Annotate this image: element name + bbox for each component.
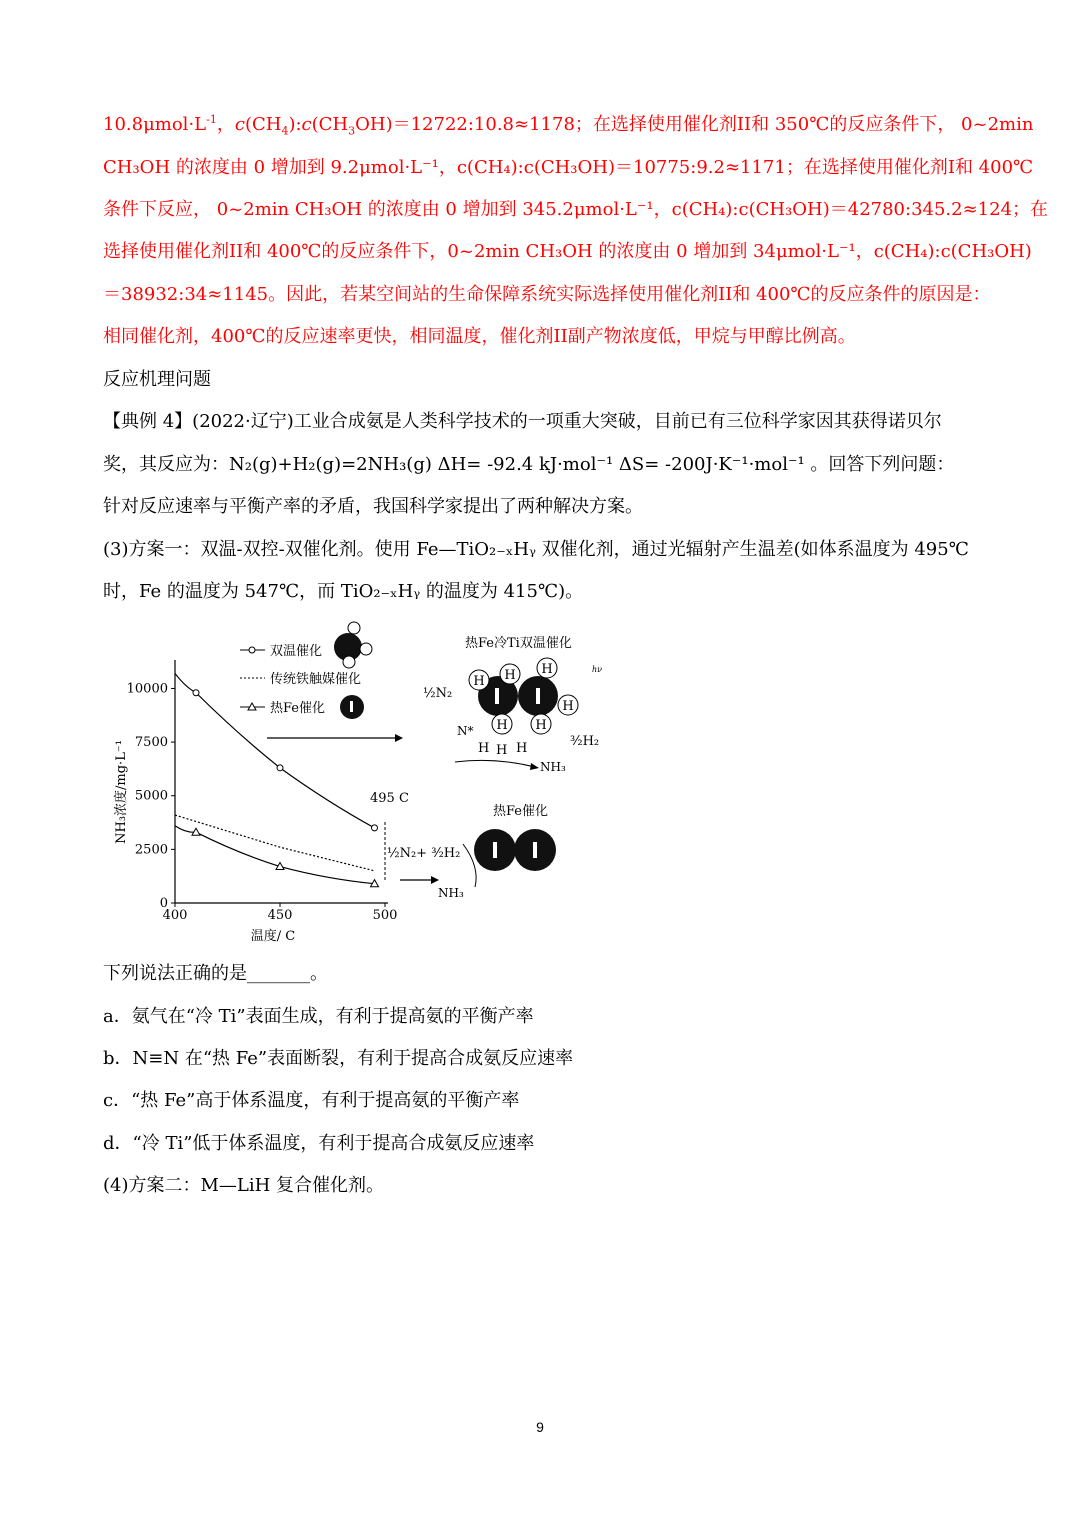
y-axis-label: NH₃浓度/mg·L⁻¹ (114, 740, 129, 844)
x-tick-label: 450 (267, 908, 293, 923)
option-d: d．“冷 Ti”低于体系温度，有利于提高合成氨反应速率 (103, 1133, 535, 1154)
hv-label: hν (592, 665, 603, 674)
h-atom-label: H (504, 668, 516, 683)
y-tick-label: 5000 (134, 788, 168, 804)
legend-marker-circle (249, 647, 255, 653)
nh3-arrow-top (455, 760, 535, 767)
data-point-circle (277, 765, 283, 771)
h-atom-label: H (496, 743, 508, 758)
h-atom-label: H (541, 662, 553, 677)
x-ticks (163, 903, 398, 923)
example-line-5: 时，Fe 的温度为 547℃，而 TiO₂₋ₓHᵧ 的温度为 415℃)。 (103, 581, 584, 602)
page-number: 9 (536, 1419, 544, 1435)
arrow-head (395, 734, 403, 742)
nh3-label-bottom: NH₃ (438, 886, 464, 900)
answer-line-1: $10.8\mu mol\cdot L^{-1}$，$c(CH_4):c(CH_3OH)=12722:10.8\approx 1178$；在选择使用催化剂II和 350℃的反应条件下， 0~2min (103, 113, 1034, 138)
top-scheme-title: 热Fe冷Ti双温催化 (465, 636, 572, 651)
legend-label-2: 传统铁触媒催化 (270, 672, 362, 687)
bottom-scheme-title: 热Fe催化 (493, 804, 549, 819)
three-half-h2-label: ³⁄₂H₂ (570, 734, 600, 749)
series-line-2 (175, 826, 375, 884)
legend-icon-h-atom (348, 622, 360, 634)
h-atom-label: H (562, 699, 574, 714)
legend-label-1: 双温催化 (270, 644, 323, 659)
sphere-mark (495, 688, 499, 704)
part-4: (4)方案二：M—LiH 复合催化剂。 (103, 1175, 385, 1196)
option-b: b．N≡N 在“热 Fe”表面断裂，有利于提高合成氨反应速率 (103, 1048, 574, 1069)
sphere-mark (536, 688, 540, 704)
top-scheme (423, 635, 602, 774)
n-star-label: N* (457, 724, 474, 738)
example-line-4: (3)方案一：双温-双控-双催化剂。使用 Fe—TiO₂₋ₓHᵧ 双催化剂，通过光辐射产生温差(如体系温度为 495℃ (103, 539, 969, 560)
y-tick-label: 2500 (134, 842, 168, 858)
h-atom-label: H (478, 741, 490, 756)
example-line-2: 奖，其反应为：N₂(g)+H₂(g)=2NH₃(g) ΔH= -92.4 kJ·mol⁻¹ ΔS= -200J·K⁻¹·mol⁻¹ 。回答下列问题： (103, 454, 955, 475)
y-tick-label: 7500 (134, 735, 168, 751)
y-tick-label: 0 (159, 896, 168, 911)
annotation-495: 495 C (370, 791, 409, 806)
y-tick-label: 10000 (126, 681, 168, 697)
option-c: c．“热 Fe”高于体系温度，有利于提高氨的平衡产率 (103, 1090, 520, 1111)
h-atom-label: H (516, 741, 528, 756)
answer-line-3: 条件下反应， 0~2min CH₃OH 的浓度由 0 增加到 345.2μmol·L⁻¹，c(CH₄):c(CH₃OH)＝42780:345.2≈124；在 (103, 199, 1049, 220)
x-tick-label: 500 (372, 908, 398, 923)
sphere-mark (533, 842, 537, 858)
nh3-label-top: NH₃ (540, 760, 566, 774)
h-atom-label: H (473, 674, 485, 689)
half-n2-label: ½N₂ (423, 686, 453, 701)
y-ticks (127, 681, 175, 911)
series-line-0 (175, 673, 375, 827)
legend-label-3: 热Fe催化 (270, 701, 326, 716)
bottom-equation: ½N₂+ ³⁄₂H₂ (387, 846, 461, 861)
data-point-circle (372, 825, 378, 831)
answer-line-2: CH₃OH 的浓度由 0 增加到 9.2μmol·L⁻¹，c(CH₄):c(CH₃OH)＝10775:9.2≈1171；在选择使用催化剂I和 400℃ (103, 157, 1034, 178)
section-title: 反应机理问题 (103, 369, 211, 390)
example-line-1: 【典例 4】(2022·辽宁)工业合成氨是人类科学技术的一项重大突破，目前已有三位科学家因其获得诺贝尔 (103, 411, 942, 432)
question-stem: 下列说法正确的是_______。 (103, 963, 328, 984)
h-atom-label: H (535, 718, 547, 733)
x-tick-label: 400 (162, 908, 188, 923)
x-axis-label: 温度/ C (250, 929, 296, 944)
legend-icon-fe-mark (350, 701, 353, 712)
legend (240, 622, 372, 719)
series-line-1 (175, 815, 375, 871)
answer-line-6: 相同催化剂，400℃的反应速率更快，相同温度，催化剂II副产物浓度低，甲烷与甲醇比例高。 (103, 326, 856, 347)
h-atom-label: H (496, 718, 508, 733)
ammonia-figure (105, 612, 625, 950)
legend-icon-h-atom (343, 656, 355, 668)
bottom-scheme (387, 803, 556, 900)
answer-line-4: 选择使用催化剂II和 400℃的反应条件下，0~2min CH₃OH 的浓度由 0 增加到 34μmol·L⁻¹，c(CH₄):c(CH₃OH) (103, 241, 1032, 262)
data-point-circle (193, 690, 199, 696)
sphere-mark (493, 842, 497, 858)
arrow-head (431, 876, 439, 884)
legend-icon-h-atom (360, 643, 372, 655)
arrow-head (530, 763, 539, 770)
answer-line-5: ＝38932:34≈1145。因此，若某空间站的生命保障系统实际选择使用催化剂II和 400℃的反应条件的原因是： (103, 284, 991, 305)
example-line-3: 针对反应速率与平衡产率的矛盾，我国科学家提出了两种解决方案。 (103, 496, 643, 517)
option-a: a．氨气在“冷 Ti”表面生成，有利于提高氨的平衡产率 (103, 1006, 534, 1027)
